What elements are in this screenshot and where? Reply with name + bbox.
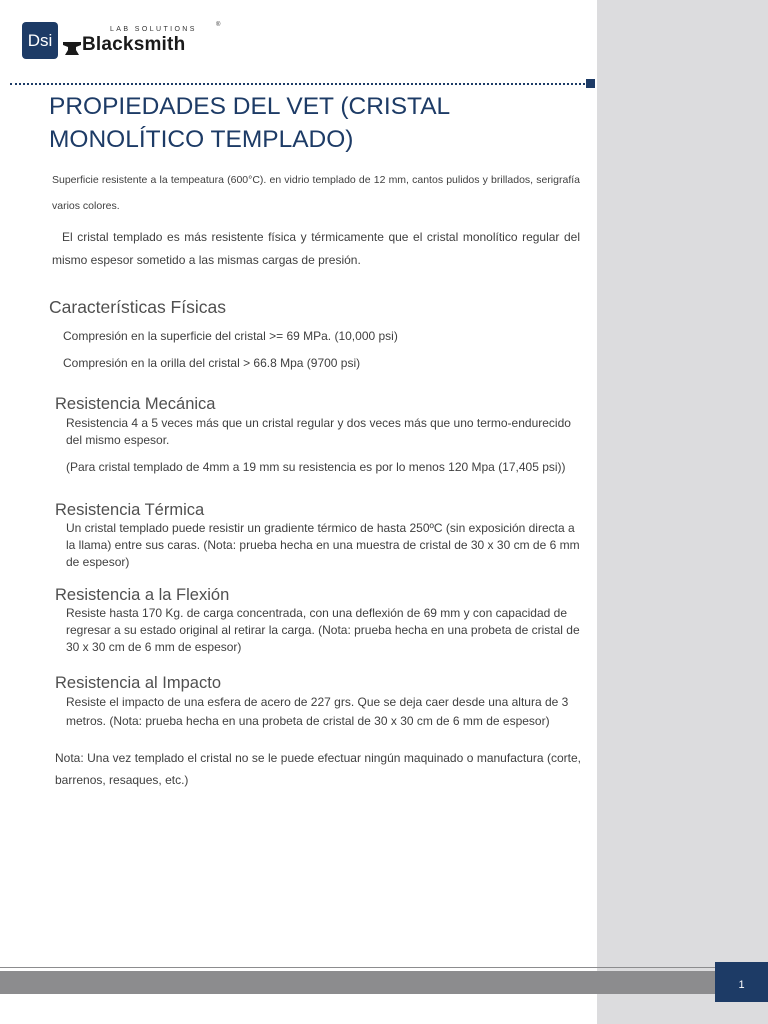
note-paragraph: Nota: Una vez templado el cristal no se le puede efectuar ningún maquinado o manufactura (corte, barrenos, resaques, etc.)	[55, 751, 581, 787]
logo-wordmark: Blacksmith	[82, 34, 186, 55]
header-dotted-divider	[10, 83, 585, 85]
flexion-text: Resiste hasta 170 Kg. de carga concentrada, con una deflexión de 69 mm y con capacidad de regresar a su estado original al retirar la carga. (Nota: prueba hecha en una probeta de cristal de 30 x 30 cm de 6 mm de espesor)	[66, 606, 580, 654]
heading-physical: Características Físicas	[49, 297, 226, 317]
heading-mechanical: Resistencia Mecánica	[55, 395, 216, 413]
physical-item-2: Compresión en la orilla del cristal > 66.8 Mpa (9700 psi)	[63, 356, 361, 370]
logo-subtitle: LAB SOLUTIONS	[110, 26, 197, 33]
heading-impact: Resistencia al Impacto	[55, 674, 221, 692]
heading-thermal: Resistencia Térmica	[55, 501, 205, 519]
intro-paragraph: Superficie resistente a la tempeatura (600°C). en vidrio templado de 12 mm, cantos pulidos y brillados, serigrafía varios colores.	[52, 174, 580, 212]
mechanical-item-1: Resistencia 4 a 5 veces más que un cristal regular y dos veces más que uno termo-endurecido del mismo espesor.	[66, 416, 571, 447]
header-divider-square	[586, 79, 595, 88]
footer-bar	[0, 971, 715, 994]
anvil-icon	[62, 39, 82, 57]
intro-paragraph-2: El cristal templado es más resistente física y térmicamente que el cristal monolítico regular del mismo espesor sometido a las mismas cargas de presión.	[52, 230, 580, 267]
impact-text: Resiste el impacto de una esfera de acero de 227 grs. Que se deja caer desde una altura de 3 metros. (Nota: prueba hecha en una probeta de cristal de 30 x 30 cm de 6 mm de espesor)	[66, 695, 569, 728]
page-number: 1	[715, 962, 768, 1002]
company-logo	[22, 22, 222, 60]
footer-thin-line	[0, 967, 715, 968]
logo-dsi-box: Dsi	[22, 22, 58, 59]
right-sidebar-panel	[597, 0, 768, 1024]
physical-item-1: Compresión en la superficie del cristal >= 69 MPa. (10,000 psi)	[63, 329, 398, 343]
page-title: PROPIEDADES DEL VET (CRISTAL MONOLÍTICO TEMPLADO)	[49, 93, 450, 153]
thermal-text: Un cristal templado puede resistir un gradiente térmico de hasta 250ºC (sin exposición directa a la llama) entre sus caras. (Nota: prueba hecha en una muestra de cristal de 30 x 30 cm de 6 mm de espesor)	[66, 521, 580, 569]
logo-registered-mark: ®	[216, 22, 221, 28]
heading-flexion: Resistencia a la Flexión	[55, 586, 230, 604]
mechanical-item-2: (Para cristal templado de 4mm a 19 mm su resistencia es por lo menos 120 Mpa (17,405 psi))	[66, 460, 566, 474]
